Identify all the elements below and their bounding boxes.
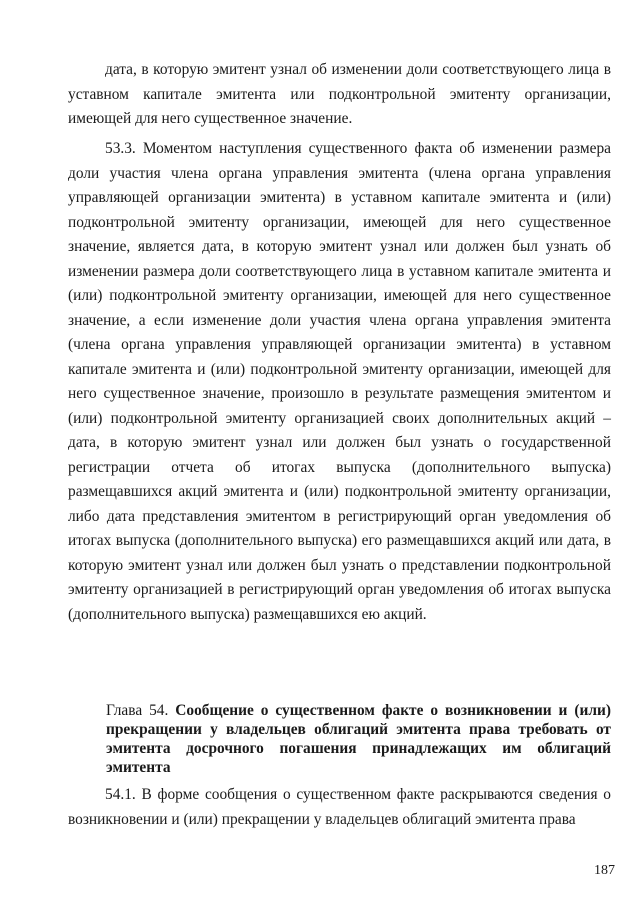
paragraph-53-3: 53.3. Моментом наступления существенного факта об изменении размера доли участия члена органа управления эмитента (члена органа управления управляющей организации эмитента) в уставном капитале эмитента и (или) подконтрольной эмитенту организации, имеющей для него существенное значение, является дата, в которую эмитент узнал или должен был узнать об изменении размера доли соответствующего лица в уставном капитале эмитента и (или) подконтрольной эмитенту организации, имеющей для него существенное значение, а если изменение доли участия члена органа управления эмитента (члена органа управления управляющей организации эмитента) в уставном капитале эмитента и (или) подконтрольной эмитенту организации, имеющей для него существенное значение, произошло в результате размещения эмитентом и (или) подконтрольной эмитенту организацией своих дополнительных акций – дата, в которую эмитент узнал или должен был узнать о государственной регистрации отчета об итогах выпуска (дополнительного выпуска) размещавшихся акций эмитента и (или) подконтрольной эмитенту организации, либо дата представления эмитентом в регистрирующий орган уведомления об итогах выпуска (дополнительного выпуска) его размещавшихся акций или дата, в которую эмитент узнал или должен был узнать о представлении подконтрольной эмитенту организацией в регистрирующий орган уведомления об итогах выпуска (дополнительного выпуска) размещавшихся ею акций. xyxy=(68,140,611,623)
chapter-label: Глава 54. xyxy=(106,702,176,719)
paragraph-54-1: 54.1. В форме сообщения о существенном факте раскрываются сведения о возникновении и (или) прекращении у владельцев облигаций эмитента права xyxy=(68,786,611,828)
chapter-title: Сообщение о существенном факте о возникновении и (или) прекращении у владельцев облигаций эмитента права требовать от эмитента досрочного погашения принадлежащих им облигаций эмитента xyxy=(106,702,611,776)
page-number: 187 xyxy=(594,863,615,878)
chapter-heading xyxy=(106,701,611,777)
paragraph-continuation: дата, в которую эмитент узнал об изменении доли соответствующего лица в уставном капитале эмитента или подконтрольной эмитенту организации, имеющей для него существенное значение. xyxy=(68,61,611,127)
